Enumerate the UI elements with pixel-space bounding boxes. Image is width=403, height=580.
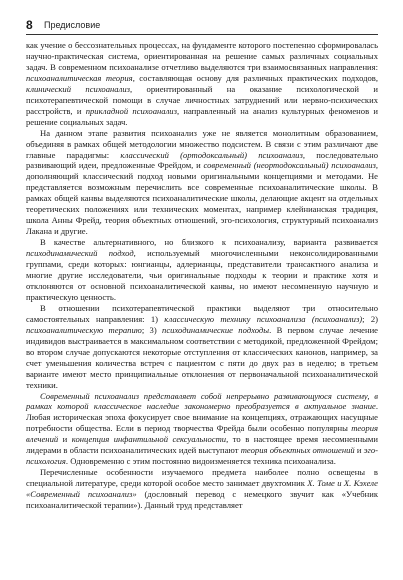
italic-term: теория влечений <box>26 423 378 445</box>
italic-term: теория объектных отношений <box>240 445 355 456</box>
text-run: . Любая историческая эпоха фокусирует свое внимание на концепциях, отражающих насущные потребности общества. Если в период творчества Фрейда были особенно популярны <box>26 401 378 434</box>
text-run: (дословный перевод с немецкого звучит как «Учебник психоаналитической терапии»). Данный труд представляет <box>26 489 379 511</box>
italic-term: психодинамический подход <box>26 248 134 259</box>
text-run: В качестве альтернативного, но близкого к психоанализу, варианта развивается <box>40 237 378 248</box>
paragraph <box>26 237 378 303</box>
italic-term: психоаналитическая теория <box>26 72 133 83</box>
text-run: , используемый многочисленными неконсолидированными группами, среди которых: юнгианцы, адлерианцы, представители трансактного анализа и многие другие исследователи, чьи оригинальные подходы к теории и практике хотя и отклоняются от основной психоаналитической канвы, но имеют несомненную научную и практическую ценность. <box>26 248 378 302</box>
paragraph <box>26 391 378 468</box>
paragraph <box>26 128 378 238</box>
header-rule <box>26 34 378 35</box>
text-run: . Одновременно с этим постоянно видоизменяется техника психоанализа. <box>65 456 336 467</box>
text-run: и <box>58 434 72 445</box>
text-run: ; 2) <box>362 313 379 324</box>
text-run: , ориентированный на оказание психологической и психотерапевтической помощи в случае личностных затруднений или нервно-психических расстройств, и <box>26 83 379 116</box>
italic-term: классический (ортодоксальный) психоанализ <box>120 149 303 160</box>
italic-term: прикладной психоанализ <box>85 105 177 116</box>
text-run: и <box>354 445 364 456</box>
paragraph <box>26 303 378 391</box>
text-run: , составляющая основу для различных практических подходов, <box>132 72 378 83</box>
text-run: Перечисленные особенности изучаемого предмета наиболее полно освещены в специальной литературе, среди которой особое место занимает двухтомник <box>26 467 378 489</box>
italic-term: психодинамические подходы <box>162 324 270 335</box>
body-text <box>26 40 378 511</box>
italic-term: концепция инфантильной сексуальности <box>71 434 227 445</box>
text-run: . В первом случае лечение индивидов выстраивается в максимальном соответствии с методикой, предложенной Фрейдом; во втором случае допускаются некоторые отступления от классических канонов, например, за счет уменьшения количества встреч с пациентом с пяти до двух раз в неделю; в третьем варианте имеют место принципиальные отклонения от первоначальной психоаналитической техники. <box>26 324 378 390</box>
italic-term: клинический психоанализ <box>26 83 130 94</box>
text-run: , направленный на анализ культурных феноменов и решение социальных задач. <box>26 105 378 127</box>
italic-term: Х. Томе и Х. Кэхеле «Современный психоанализ» <box>26 478 378 500</box>
italic-term: эго-психология <box>26 445 379 467</box>
text-run: В отношении психотерапевтической практики выделяют три относительно самостоятельных направления: 1) <box>26 302 378 324</box>
italic-term: психоаналитическую терапию <box>26 324 142 335</box>
running-title: Предисловие <box>44 20 101 30</box>
text-run: , дополняющий классический подход новыми оригинальными концепциями и методами. Не представляется возможным перечислить все современные психоаналитические школы. В рамках общей канвы выделяются психоаналитические школы, делающие акцент на отдельных теоретических положениях или технических моментах, например клейнианская традиция, школа Анны Фрейд, теория объектных отношений, эго-психология, структурный психоанализ Лакана и другие. <box>26 160 378 237</box>
page-number: 8 <box>26 18 33 32</box>
text-run: , последовательно развивающий идеи, предложенные Фрейдом, и <box>26 149 378 171</box>
italic-term: Современный психоанализ представляет собой непрерывно развивающуюся систему, в рамках которой классическое наследие закономерно преобразуется в актуальное знание <box>26 390 378 412</box>
text-run: как учение о бессознательных процессах, на фундаменте которого постепенно сформировалась научно-практическая система, ориентированная на решение самых различных социальных задач. В современном психоанализе отчетливо выделяются три взаимосвязанных направления: <box>26 40 378 72</box>
paragraph <box>26 467 378 511</box>
text-run: На данном этапе развития психоанализ уже не является монолитным образованием, объединяя в рамках общей методологии множество подсистем. В связи с этим различают две главные парадигмы: <box>26 127 378 160</box>
italic-term: классическую технику психоанализа (психоанализ) <box>164 313 363 324</box>
page-header <box>26 18 378 36</box>
text-run: ; 3) <box>141 324 163 335</box>
paragraph <box>26 40 378 128</box>
text-run: , то в настоящее время несомненными лидерами в области психоаналитических идей выступают <box>26 434 378 456</box>
italic-term: современный (неортодоксальный) психоанализ <box>203 160 376 171</box>
